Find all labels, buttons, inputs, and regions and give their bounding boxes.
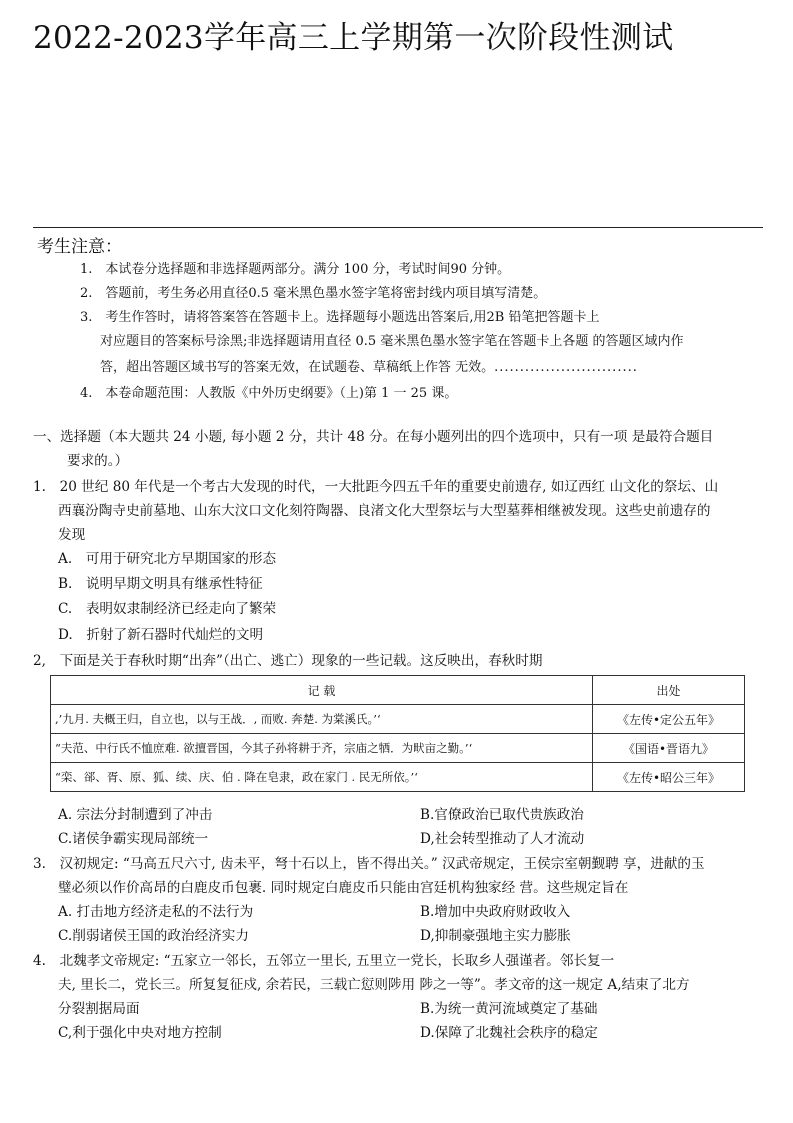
q1-option-a: A. 可用于研究北方早期国家的形态 — [58, 551, 277, 567]
table-cell-record: ,’九月. 夫概王归，自立也，以与王战．, 而败. 奔楚. 为棠溪氏。’‘ — [51, 705, 593, 734]
table-header-record: 记 载 — [51, 676, 593, 705]
q4-stem-line2: 夫, 里长二，党长三。所复复征戍, 余若民，三载亡愆则陟用 陟之一等”。孝文帝的这一规定 A,结束了北方 — [58, 977, 690, 993]
table-cell-source: 《左传•定公五年》 — [593, 705, 745, 734]
header-divider — [33, 227, 763, 228]
notice-dots: ............................ — [494, 360, 638, 375]
notice-item-3: 3. 考生作答时，请将答案答在答题卡上。选择题每小题选出答案后,用2B 铅笔把答题卡上 — [80, 310, 600, 325]
q2-source-table — [50, 675, 745, 792]
q3-option-d: D,抑制豪强地主实力膨胀 — [420, 928, 571, 944]
table-cell-record: “栾、郤、胥、原、狐、续、庆、伯 . 降在皂隶，政在家门 . 民无所依。’‘ — [51, 763, 593, 792]
notice-item-3-cont: 对应题目的答案标号涂黑;非选择题请用直径 0.5 毫米黑色墨水签字笔在答题卡上各题 的答题区域内作 — [100, 334, 684, 349]
notice-item-3-end: 答，超出答题区域书写的答案无效，在试题卷、草稿纸上作答 无效。............................ — [100, 360, 638, 375]
notice-item-4: 4. 本卷命题范围：人教版《中外历史纲要》（上)第 1 一 25 课。 — [80, 386, 458, 401]
q1-stem-line2: 西襄汾陶寺史前墓地、山东大汶口文化刻符陶器、良渚文化大型祭坛与大型墓葬相继被发现。这些史前遗存的 — [58, 503, 711, 519]
q2-option-d: D,社会转型推动了人才流动 — [420, 831, 585, 847]
page-title: 2022-2023学年高三上学期第一次阶段性测试 — [33, 20, 674, 56]
notice-item-1: 1. 本试卷分选择题和非选择题两部分。满分 100 分，考试时间90 分钟。 — [80, 262, 511, 277]
section-heading: 一、选择题（本大题共 24 小题, 每小题 2 分，共计 48 分。在每小题列出的四个选项中，只有一项 是最符合题目 — [33, 429, 714, 445]
table-row — [51, 763, 745, 792]
q1-option-c: C. 表明奴隶制经济已经走向了繁荣 — [58, 601, 277, 617]
section-heading-cont: 要求的。） — [67, 453, 129, 469]
q3-option-c: C.削弱诸侯王国的政治经济实力 — [58, 928, 249, 944]
table-cell-source: 《国语•晋语九》 — [593, 734, 745, 763]
q2-option-b: B.官僚政治已取代贵族政治 — [420, 807, 584, 823]
table-cell-record: “夫范、中行氏不恤庶难. 欲擅晋国，今其子孙将耕于齐，宗庙之牺．为畎亩之勤。’‘ — [51, 734, 593, 763]
q1-stem-line1: 1. 20 世纪 80 年代是一个考古大发现的时代，一大批距今四五千年的重要史前遗存, 如辽西红 山文化的祭坛、山 — [33, 479, 719, 495]
q2-option-c: C.诸侯争霸实现局部统一 — [58, 831, 209, 847]
q2-stem: 2, 下面是关于春秋时期“出奔”（出亡、逃亡）现象的一些记载。这反映出，春秋时期 — [33, 653, 543, 669]
table-cell-source: 《左传•昭公三年》 — [593, 763, 745, 792]
q4-option-b: B.为统一黄河流域奠定了基础 — [420, 1001, 598, 1017]
table-row — [51, 734, 745, 763]
notice-heading: 考生注意： — [37, 237, 122, 257]
table-header-source: 出处 — [593, 676, 745, 705]
q1-stem-line3: 发现 — [58, 527, 86, 543]
q3-stem-line2: 璧必须以作价高昂的白鹿皮币包裹. 同时规定白鹿皮币只能由宫廷机构独家经 营。这些规定旨在 — [58, 880, 629, 896]
table-row — [51, 705, 745, 734]
q3-option-b: B.增加中央政府财政收入 — [420, 904, 571, 920]
q4-option-a-cont: 分裂割据局面 — [58, 1001, 140, 1017]
q1-option-d: D. 折射了新石器时代灿烂的文明 — [58, 627, 264, 643]
q4-option-d: D.保障了北魏社会秩序的稳定 — [420, 1025, 598, 1041]
q4-option-c: C,利于强化中央对地方控制 — [58, 1025, 222, 1041]
q3-option-a: A. 打击地方经济走私的不法行为 — [58, 904, 254, 920]
q4-stem-line1: 4. 北魏孝文帝规定: “五家立一邻长，五邻立一里长, 五里立一党长，长取乡人强谨者。邻长复一 — [33, 953, 615, 969]
table-header-row — [51, 676, 745, 705]
q3-stem-line1: 3. 汉初规定: “马高五尺六寸, 齿未平，弩十石以上，皆不得出关。” 汉武帝规定，王侯宗室朝觐聘 享，进献的玉 — [33, 856, 705, 872]
q1-option-b: B. 说明早期文明具有继承性特征 — [58, 576, 263, 592]
notice-item-2: 2. 答题前，考生务必用直径0.5 毫米黑色墨水签字笔将密封线内项目填写清楚。 — [80, 286, 547, 301]
q2-option-a: A. 宗法分封制遭到了冲击 — [58, 807, 213, 823]
